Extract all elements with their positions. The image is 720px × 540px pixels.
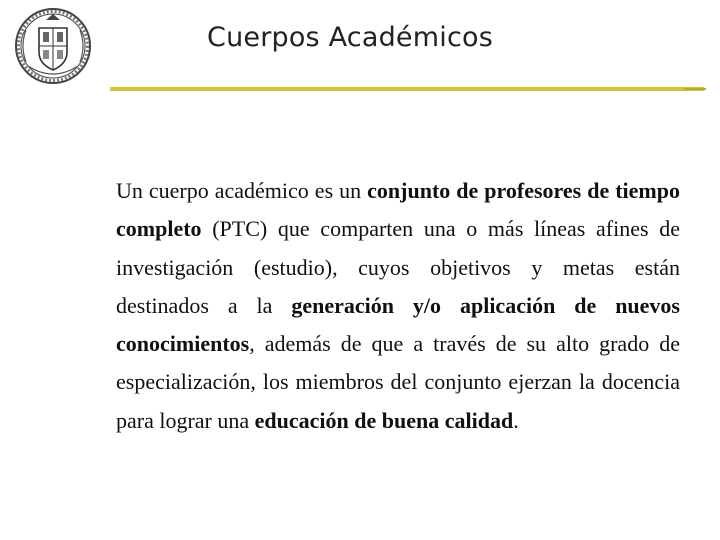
text-segment: Un cuerpo académico es un <box>116 178 368 203</box>
text-segment: , además de que a través de su alto grado de especialización, los miembros del conjunto ejerzan la docencia para lograr una <box>116 331 680 433</box>
page-title: Cuerpos Académicos <box>207 22 493 53</box>
definition-paragraph <box>116 172 680 440</box>
text-segment: . <box>513 407 519 433</box>
text-segment: (PTC) que comparten una o más líneas afines de investigación (estudio), cuyos objetivos y metas están destinados a la <box>116 216 680 318</box>
university-seal-icon <box>6 6 100 86</box>
text-segment-bold: generación y/o aplicación de nuevos conocimientos <box>116 292 680 357</box>
title-divider-end <box>684 88 706 90</box>
title-divider <box>110 87 704 91</box>
text-segment-bold: educación de buena calidad <box>254 407 514 433</box>
text-segment-bold: conjunto de profesores de tiempo completo <box>116 178 680 242</box>
